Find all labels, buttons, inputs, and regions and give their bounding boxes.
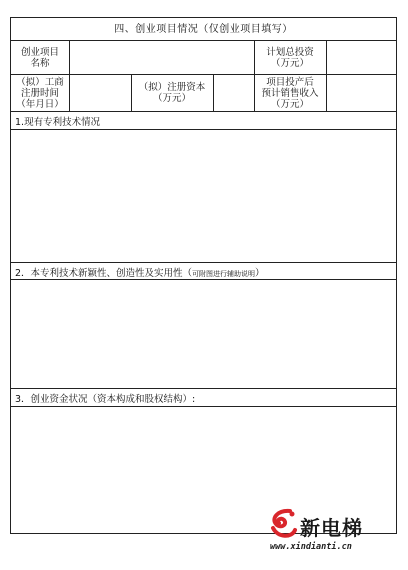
section-1-header [11,112,396,130]
section-2-body[interactable] [11,280,396,389]
section-2-title-text: 2．本专利技术新颖性、创造性及实用性（ [15,268,193,279]
total-investment-value[interactable] [326,41,396,74]
project-name-value[interactable] [69,41,254,74]
project-name-label: 创业项目 名称 [20,46,59,69]
registration-time-label: （拟）工商 注册时间 （年月日） [16,76,64,110]
section-3-header [11,389,396,407]
registered-capital-label: （拟）注册资本 （万元） [138,82,206,104]
registered-capital-value[interactable] [213,75,254,111]
total-investment-label: 计划总投资 （万元） [266,46,314,69]
form-title-row [11,18,396,41]
registration-row [11,75,396,112]
section-2-header [11,263,396,280]
project-name-row [11,41,396,75]
watermark-logo [268,508,400,564]
section-2-title-close: ） [255,268,265,279]
elevator-logo-icon [268,508,298,542]
section-2-note: 可附图进行辅助说明 [192,270,256,278]
section-3-title: 3．创业资金状况（资本构成和股权结构）: [15,394,196,405]
project-form [10,17,397,534]
expected-sales-value[interactable] [326,75,396,111]
watermark-url: www.xindianti.cn [270,542,352,552]
section-1-body[interactable] [11,130,396,263]
expected-sales-label: 项目投产后 预计销售收入 （万元） [261,76,319,110]
section-1-title: 1.现有专利技术情况 [15,117,101,128]
section-2-title [15,265,265,279]
registration-time-value[interactable] [69,75,131,111]
watermark-name: 新电梯 [300,516,363,540]
form-title: 四、创业项目情况（仅创业项目填写） [114,23,293,35]
